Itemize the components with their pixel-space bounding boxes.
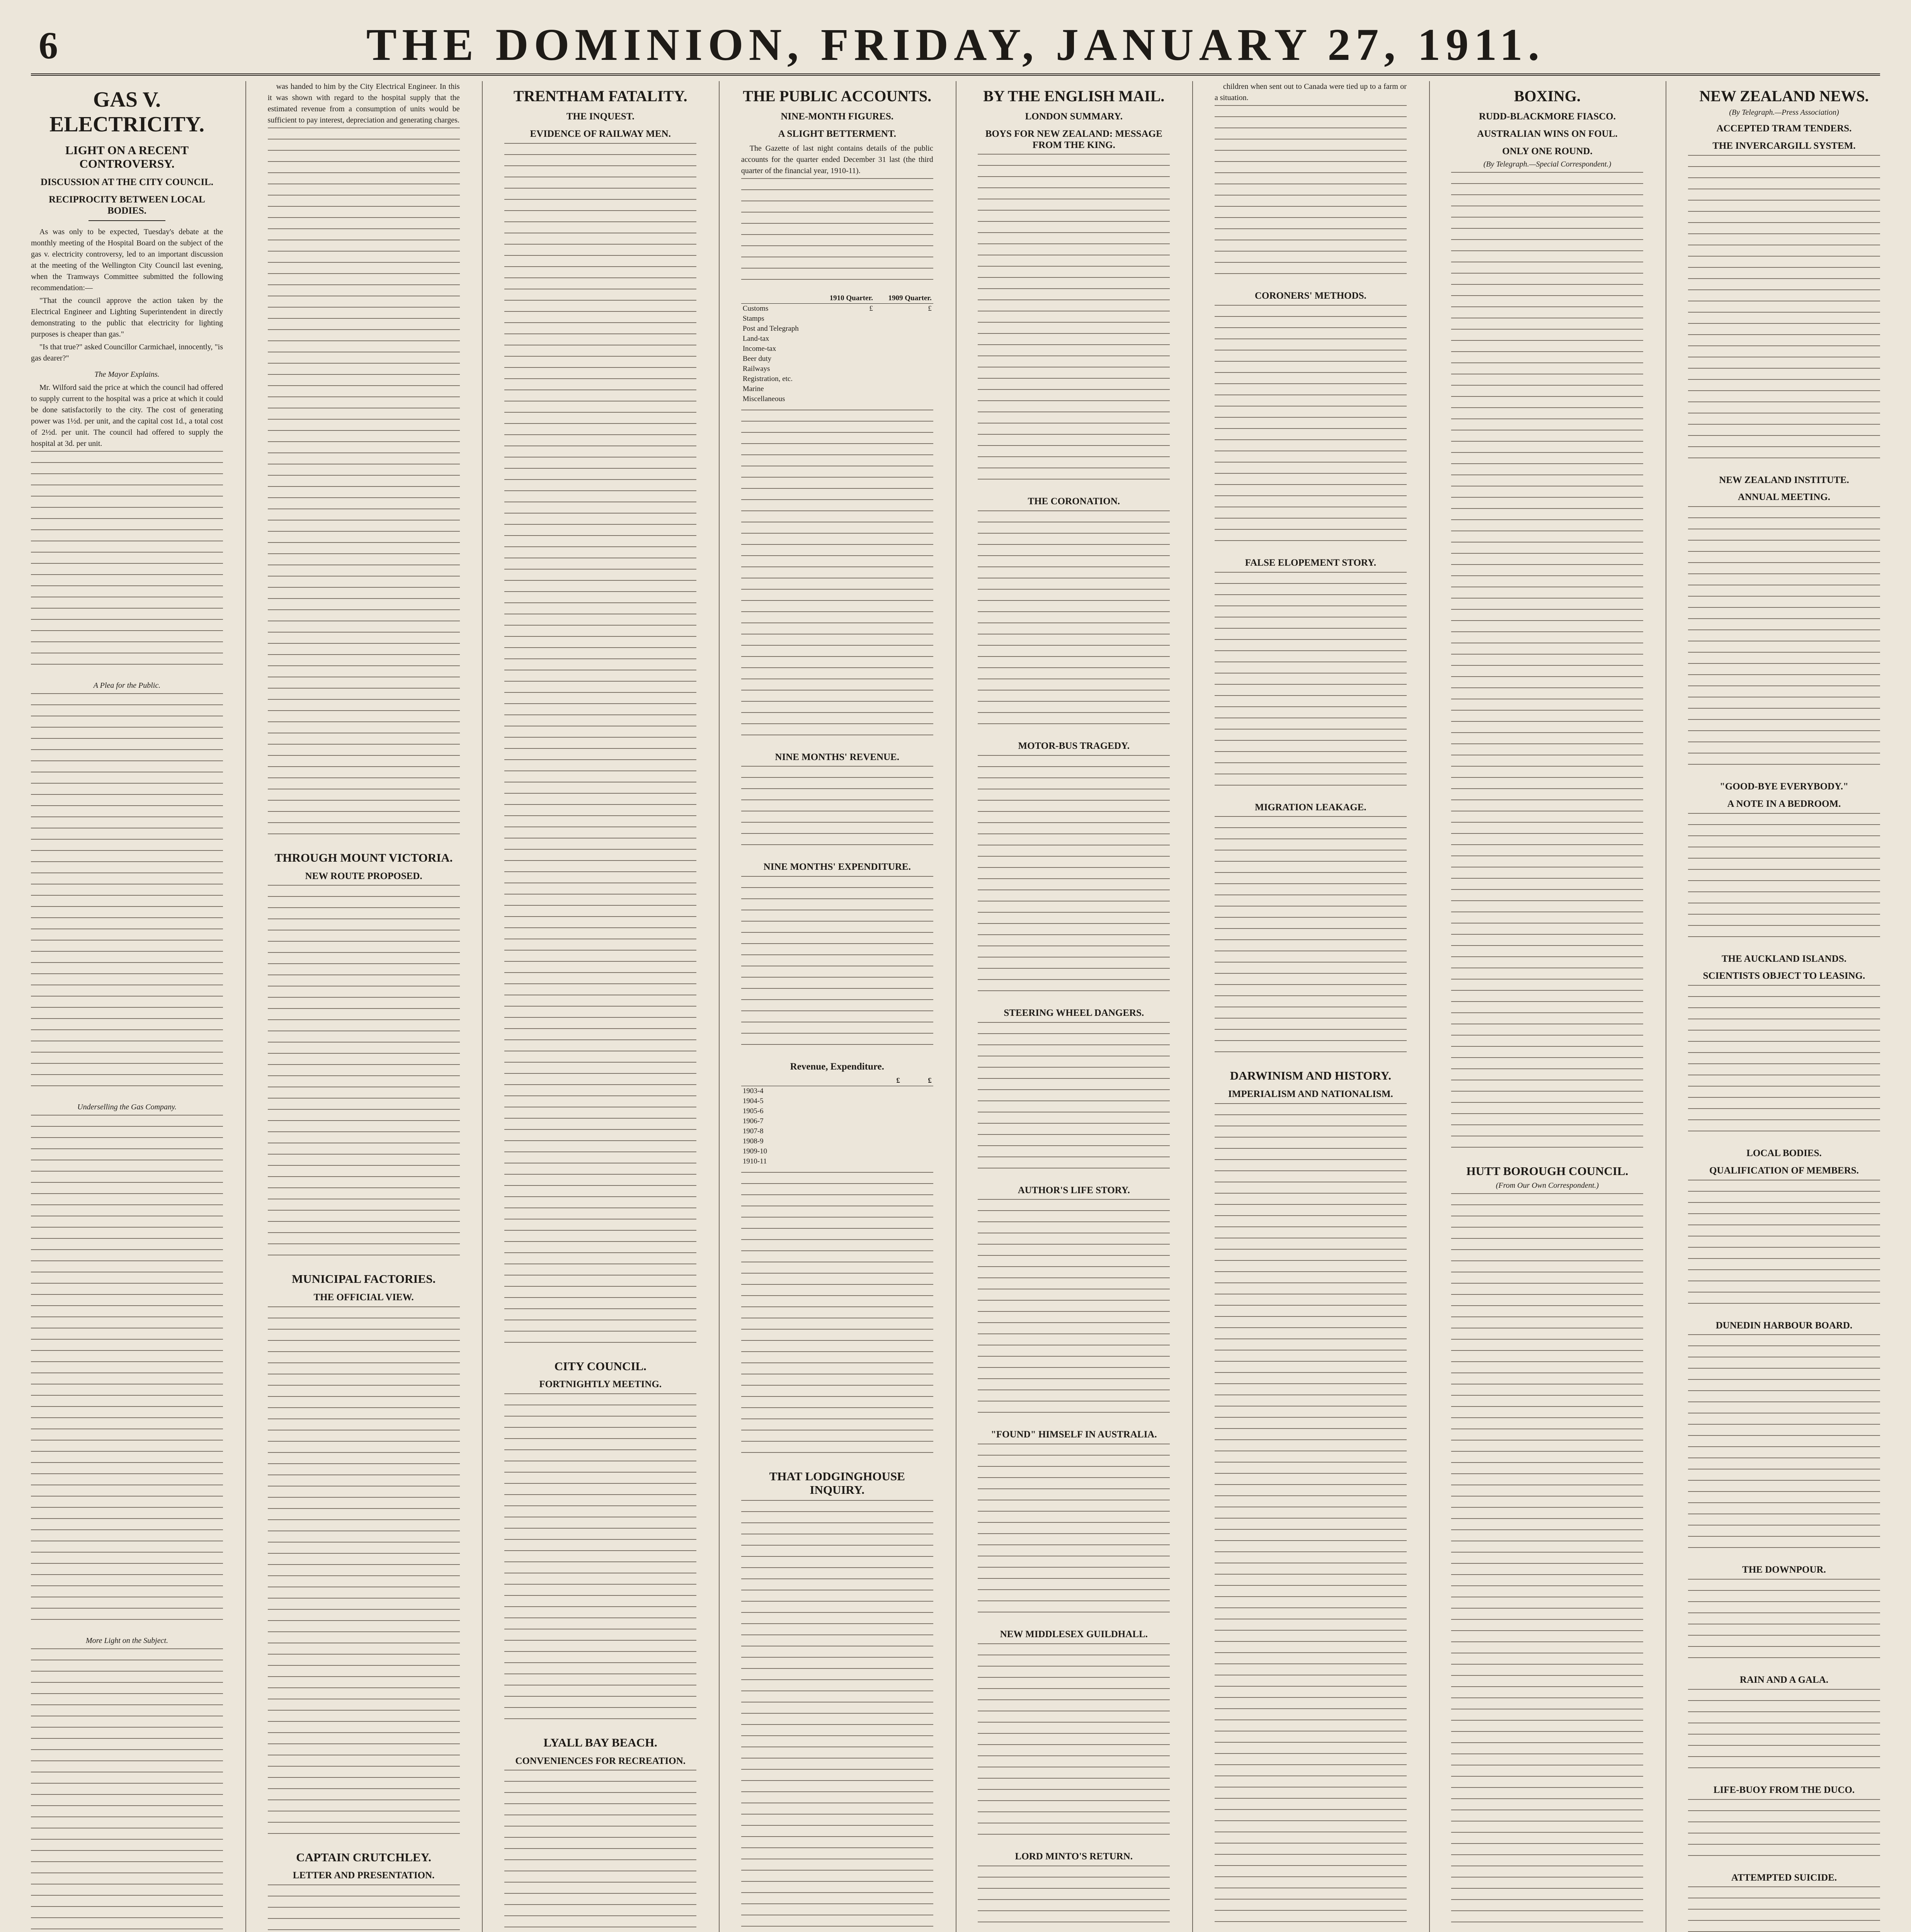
column-grid [31, 81, 1880, 1932]
article-text-lines [1688, 813, 1880, 947]
headline: THE OFFICIAL VIEW. [313, 1292, 414, 1303]
byline: (By Telegraph.—Press Association) [1729, 108, 1839, 117]
table-row [741, 1156, 933, 1167]
article-text-lines [978, 1444, 1170, 1623]
headline: ACCEPTED TRAM TENDERS. [1716, 123, 1852, 134]
headline: THE PUBLIC ACCOUNTS. [743, 87, 932, 105]
table-cell [875, 384, 933, 394]
page-number: 6 [39, 24, 58, 67]
article-text-lines [1215, 816, 1407, 1063]
byline: (From Our Own Correspondent.) [1496, 1181, 1599, 1190]
table-cell: 1908-9 [742, 1137, 764, 1145]
headline: DISCUSSION AT THE CITY COUNCIL. [40, 177, 214, 188]
article-text-lines [741, 1172, 933, 1463]
table-row [741, 374, 933, 384]
article-text-lines [1688, 985, 1880, 1142]
table-cell [816, 384, 875, 394]
table-row [741, 334, 933, 344]
table-cell [902, 1106, 933, 1116]
article-text-lines [1688, 1579, 1880, 1668]
figures-table [741, 293, 933, 404]
article-text-lines [504, 1393, 696, 1730]
table-cell [870, 1126, 902, 1136]
headline: IMPERIALISM AND NATIONALISM. [1228, 1088, 1393, 1099]
article-text-lines [741, 1500, 933, 1932]
table-cell: 1906-7 [742, 1117, 764, 1125]
headline: LIGHT ON A RECENT CONTROVERSY. [65, 143, 189, 171]
article-text-lines [31, 693, 223, 1097]
table-cell [902, 1096, 933, 1106]
table-cell [816, 314, 875, 324]
column-2 [268, 81, 460, 1932]
table-cell [816, 364, 875, 374]
article-paragraph: "That the council approve the action taken by the Electrical Engineer and Lighting Superintendent in directly demonstrating to the public that electricity for lighting purposes is cheaper than gas." [31, 296, 223, 339]
table-header-cell [741, 293, 816, 304]
headline: QUALIFICATION OF MEMBERS. [1709, 1165, 1859, 1176]
table-row [741, 1096, 933, 1106]
headline: NEW ZEALAND NEWS. [1699, 87, 1869, 105]
headline: DUNEDIN HARBOUR BOARD. [1715, 1320, 1853, 1331]
table-cell [816, 374, 875, 384]
article-text-lines [978, 1866, 1170, 1932]
article-text-lines [1451, 172, 1643, 1158]
article-text-lines [504, 143, 696, 1353]
table-cell: Customs [742, 304, 769, 313]
headline: BY THE ENGLISH MAIL. [983, 87, 1165, 105]
headline: A Plea for the Public. [93, 681, 161, 690]
headline: NEW ROUTE PROPOSED. [305, 871, 422, 881]
table-cell [875, 314, 933, 324]
table-cell [816, 354, 875, 364]
article-paragraph: children when sent out to Canada were tied up to a farm or a situation. [1214, 82, 1407, 102]
article-text-lines [268, 1306, 460, 1844]
column-6 [1215, 81, 1407, 1932]
table-cell: Railways [742, 364, 770, 373]
headline: LORD MINTO'S RETURN. [1015, 1851, 1133, 1862]
article-text-lines [1688, 155, 1880, 469]
byline: (By Telegraph.—Special Correspondent.) [1483, 160, 1612, 169]
headline: FORTNIGHTLY MEETING. [539, 1379, 662, 1390]
table-row [741, 1106, 933, 1116]
table-row [741, 1116, 933, 1126]
headline: AUSTRALIAN WINS ON FOUL. [1477, 128, 1618, 139]
headline: THE INVERCARGILL SYSTEM. [1712, 140, 1856, 151]
table-row [741, 1086, 933, 1096]
headline: "GOOD-BYE EVERYBODY." [1720, 781, 1848, 792]
table-cell: £ [928, 304, 932, 313]
table-cell: Beer duty [742, 354, 772, 363]
article-text-lines [1451, 1193, 1643, 1932]
article-text-lines [1215, 572, 1407, 796]
masthead [31, 15, 1880, 76]
headline: SCIENTISTS OBJECT TO LEASING. [1703, 971, 1865, 981]
article-text-lines [741, 178, 933, 290]
table-cell: Income-tax [742, 344, 776, 353]
headline: THAT LODGINGHOUSE INQUIRY. [769, 1469, 905, 1497]
table-cell: Land-tax [742, 334, 769, 343]
paper-title: THE DOMINION, FRIDAY, JANUARY 27, 1911. [366, 19, 1545, 70]
column-rule [245, 81, 246, 1932]
table-header-cell: 1909 Quarter. [875, 293, 933, 304]
headline: CONVENIENCES FOR RECREATION. [515, 1755, 686, 1766]
article-text-lines [978, 755, 1170, 1002]
table-cell [902, 1126, 933, 1136]
headline: LIFE-BUOY FROM THE DUCO. [1713, 1784, 1855, 1795]
article-text-lines [268, 1884, 460, 1932]
article-text-lines [31, 1115, 223, 1630]
article-text-lines [1215, 105, 1407, 284]
column-rule [1429, 81, 1430, 1932]
table-cell [816, 334, 875, 344]
article-text-lines [978, 1199, 1170, 1423]
column-8 [1688, 81, 1880, 1932]
table-cell: 1903-4 [742, 1087, 764, 1095]
table-cell [875, 334, 933, 344]
table-header-cell: £ [902, 1076, 933, 1086]
table-cell [870, 1136, 902, 1146]
table-cell [902, 1146, 933, 1156]
article-text-lines [1215, 1103, 1407, 1932]
article-text-lines [1688, 1334, 1880, 1558]
table-row [741, 314, 933, 324]
column-rule [719, 81, 720, 1932]
table-cell: Miscellaneous [742, 395, 785, 403]
article-text-lines [1688, 506, 1880, 775]
table-cell [870, 1086, 902, 1096]
headline: A NOTE IN A BEDROOM. [1727, 798, 1841, 809]
table-cell [870, 1156, 902, 1167]
column-4 [741, 81, 933, 1932]
table-row [741, 1146, 933, 1156]
table-cell: 1905-6 [742, 1107, 764, 1115]
article-text-lines [31, 451, 223, 675]
headline: HUTT BOROUGH COUNCIL. [1466, 1164, 1629, 1178]
table-cell [875, 324, 933, 334]
figures-table [741, 1076, 933, 1167]
table-cell: Stamps [742, 314, 764, 323]
table-cell [902, 1136, 933, 1146]
table-cell [902, 1086, 933, 1096]
headline: GAS V. ELECTRICITY. [49, 88, 204, 137]
headline: LYALL BAY BEACH. [543, 1735, 657, 1749]
headline: "FOUND" HIMSELF IN AUSTRALIA. [990, 1429, 1157, 1440]
article-text-lines [978, 1643, 1170, 1845]
headline: RUDD-BLACKMORE FIASCO. [1479, 111, 1616, 122]
column-7 [1451, 81, 1643, 1932]
table-cell: £ [869, 304, 873, 313]
headline: A SLIGHT BETTERMENT. [778, 128, 896, 139]
headline: CITY COUNCIL. [554, 1359, 647, 1373]
table-header-cell [741, 1076, 870, 1086]
article-text-lines [741, 766, 933, 855]
table-cell [875, 394, 933, 404]
article-paragraph: "Is that true?" asked Councillor Carmichael, innocently, "is gas dearer?" [31, 343, 223, 363]
headline: MIGRATION LEAKAGE. [1255, 802, 1366, 813]
table-cell [816, 344, 875, 354]
table-cell [870, 1146, 902, 1156]
table-cell [870, 1116, 902, 1126]
table-row [741, 344, 933, 354]
headline: THE INQUEST. [566, 111, 635, 122]
headline: FALSE ELOPEMENT STORY. [1245, 557, 1376, 568]
table-row [741, 354, 933, 364]
article-text-lines [741, 876, 933, 1055]
headline: DARWINISM AND HISTORY. [1230, 1069, 1391, 1083]
article-text-lines [741, 410, 933, 746]
article-paragraph: As was only to be expected, Tuesday's debate at the monthly meeting of the Hospital Board on the subject of the gas v. electricity controversy, led to an important discussion at the meeting of the Wellington City Council last evening, when the Tramways Committee submitted the following recommendation:— [31, 228, 223, 293]
headline: More Light on the Subject. [85, 1636, 168, 1645]
table-cell [816, 394, 875, 404]
table-cell [870, 1106, 902, 1116]
article-text-lines [1688, 1689, 1880, 1779]
headline: TRENTHAM FATALITY. [513, 87, 687, 105]
table-row [741, 364, 933, 374]
headline: CAPTAIN CRUTCHLEY. [296, 1850, 431, 1864]
table-cell [875, 354, 933, 364]
table-header-row [741, 293, 933, 304]
table-cell [875, 364, 933, 374]
table-cell [816, 324, 875, 334]
headline: THE DOWNPOUR. [1742, 1565, 1826, 1575]
article-text-lines [1215, 305, 1407, 551]
table-cell [875, 344, 933, 354]
article-text-lines [504, 1770, 696, 1932]
headline: CORONERS' METHODS. [1254, 291, 1366, 301]
headline: NINE MONTHS' EXPENDITURE. [763, 862, 911, 872]
headline: The Mayor Explains. [94, 370, 160, 379]
headline: ONLY ONE ROUND. [1502, 146, 1593, 156]
article-text-lines [31, 1648, 223, 1932]
headline: NINE MONTHS' REVENUE. [775, 752, 899, 762]
headline: LETTER AND PRESENTATION. [293, 1870, 435, 1881]
article-paragraph: was handed to him by the City Electrical Engineer. In this it was shown with regard to the hospital supply that the estimated revenue from a consumption of units would be sufficient to pay interest, depreciation and generating charges. [267, 82, 460, 124]
table-cell [875, 374, 933, 384]
article-text-lines [978, 510, 1170, 735]
table-cell: 1904-5 [742, 1097, 764, 1105]
article-text-lines [1688, 1799, 1880, 1866]
table-cell: 1907-8 [742, 1127, 764, 1135]
article-paragraph: Mr. Wilford said the price at which the council had offered to supply current to the hospital was a price at which it could be done satisfactorily to the city. The cost of generating power was 1½d. per unit, and the capital cost 1d., a total cost of 2½d. per unit. The council had offered to supply the hospital at 3d. per unit. [31, 383, 223, 448]
headline: BOXING. [1514, 87, 1581, 105]
headline: RAIN AND A GALA. [1739, 1675, 1829, 1685]
table-header-cell: £ [870, 1076, 902, 1086]
table-row [741, 394, 933, 404]
article-text-lines [1688, 1180, 1880, 1314]
headline: LOCAL BODIES. [1746, 1148, 1822, 1158]
article-text-lines [978, 1022, 1170, 1179]
column-rule [482, 81, 483, 1932]
headline: LONDON SUMMARY. [1025, 111, 1123, 122]
article-text-lines [1688, 1886, 1880, 1932]
table-cell [870, 1096, 902, 1106]
headline: RECIPROCITY BETWEEN LOCAL BODIES. [49, 194, 205, 216]
table-header-row [741, 1076, 933, 1086]
headline: MOTOR-BUS TRAGEDY. [1018, 741, 1130, 751]
article-text-lines [978, 154, 1170, 490]
article-text-lines [268, 128, 460, 845]
table-cell: 1909-10 [742, 1147, 767, 1155]
section-rule [88, 220, 165, 221]
column-1 [31, 81, 223, 1932]
headline: ANNUAL MEETING. [1738, 492, 1830, 503]
headline: BOYS FOR NEW ZEALAND: MESSAGE FROM THE KING. [985, 128, 1162, 150]
column-3 [504, 81, 696, 1932]
column-5 [978, 81, 1170, 1932]
table-row [741, 1126, 933, 1136]
headline: ATTEMPTED SUICIDE. [1731, 1872, 1837, 1883]
article-text-lines [268, 885, 460, 1266]
column-rule [1192, 81, 1193, 1932]
article-paragraph: The Gazette of last night contains details of the public accounts for the quarter ended December 31 last (the third quarter of the financial year, 1910-11). [741, 144, 933, 175]
headline: THE AUCKLAND ISLANDS. [1722, 953, 1846, 964]
headline: AUTHOR'S LIFE STORY. [1018, 1185, 1130, 1196]
table-header-cell: 1910 Quarter. [816, 293, 875, 304]
table-cell: Post and Telegraph [742, 324, 799, 333]
headline: THE CORONATION. [1028, 496, 1120, 507]
table-row [741, 324, 933, 334]
headline: MUNICIPAL FACTORIES. [292, 1272, 436, 1286]
headline: STEERING WHEEL DANGERS. [1004, 1007, 1144, 1018]
headline: Revenue, Expenditure. [790, 1061, 884, 1072]
headline: NEW ZEALAND INSTITUTE. [1719, 474, 1849, 485]
headline: EVIDENCE OF RAILWAY MEN. [530, 128, 671, 139]
table-cell [902, 1156, 933, 1167]
headline: NINE-MONTH FIGURES. [781, 111, 894, 122]
table-row [741, 1136, 933, 1146]
headline: THROUGH MOUNT VICTORIA. [274, 851, 453, 864]
table-cell: Marine [742, 384, 764, 393]
table-cell: 1910-11 [742, 1157, 767, 1165]
headline: Underselling the Gas Company. [77, 1103, 177, 1112]
table-cell: Registration, etc. [742, 374, 793, 383]
headline: NEW MIDDLESEX GUILDHALL. [1000, 1629, 1148, 1639]
table-row [741, 303, 933, 314]
table-row [741, 384, 933, 394]
table-cell [902, 1116, 933, 1126]
